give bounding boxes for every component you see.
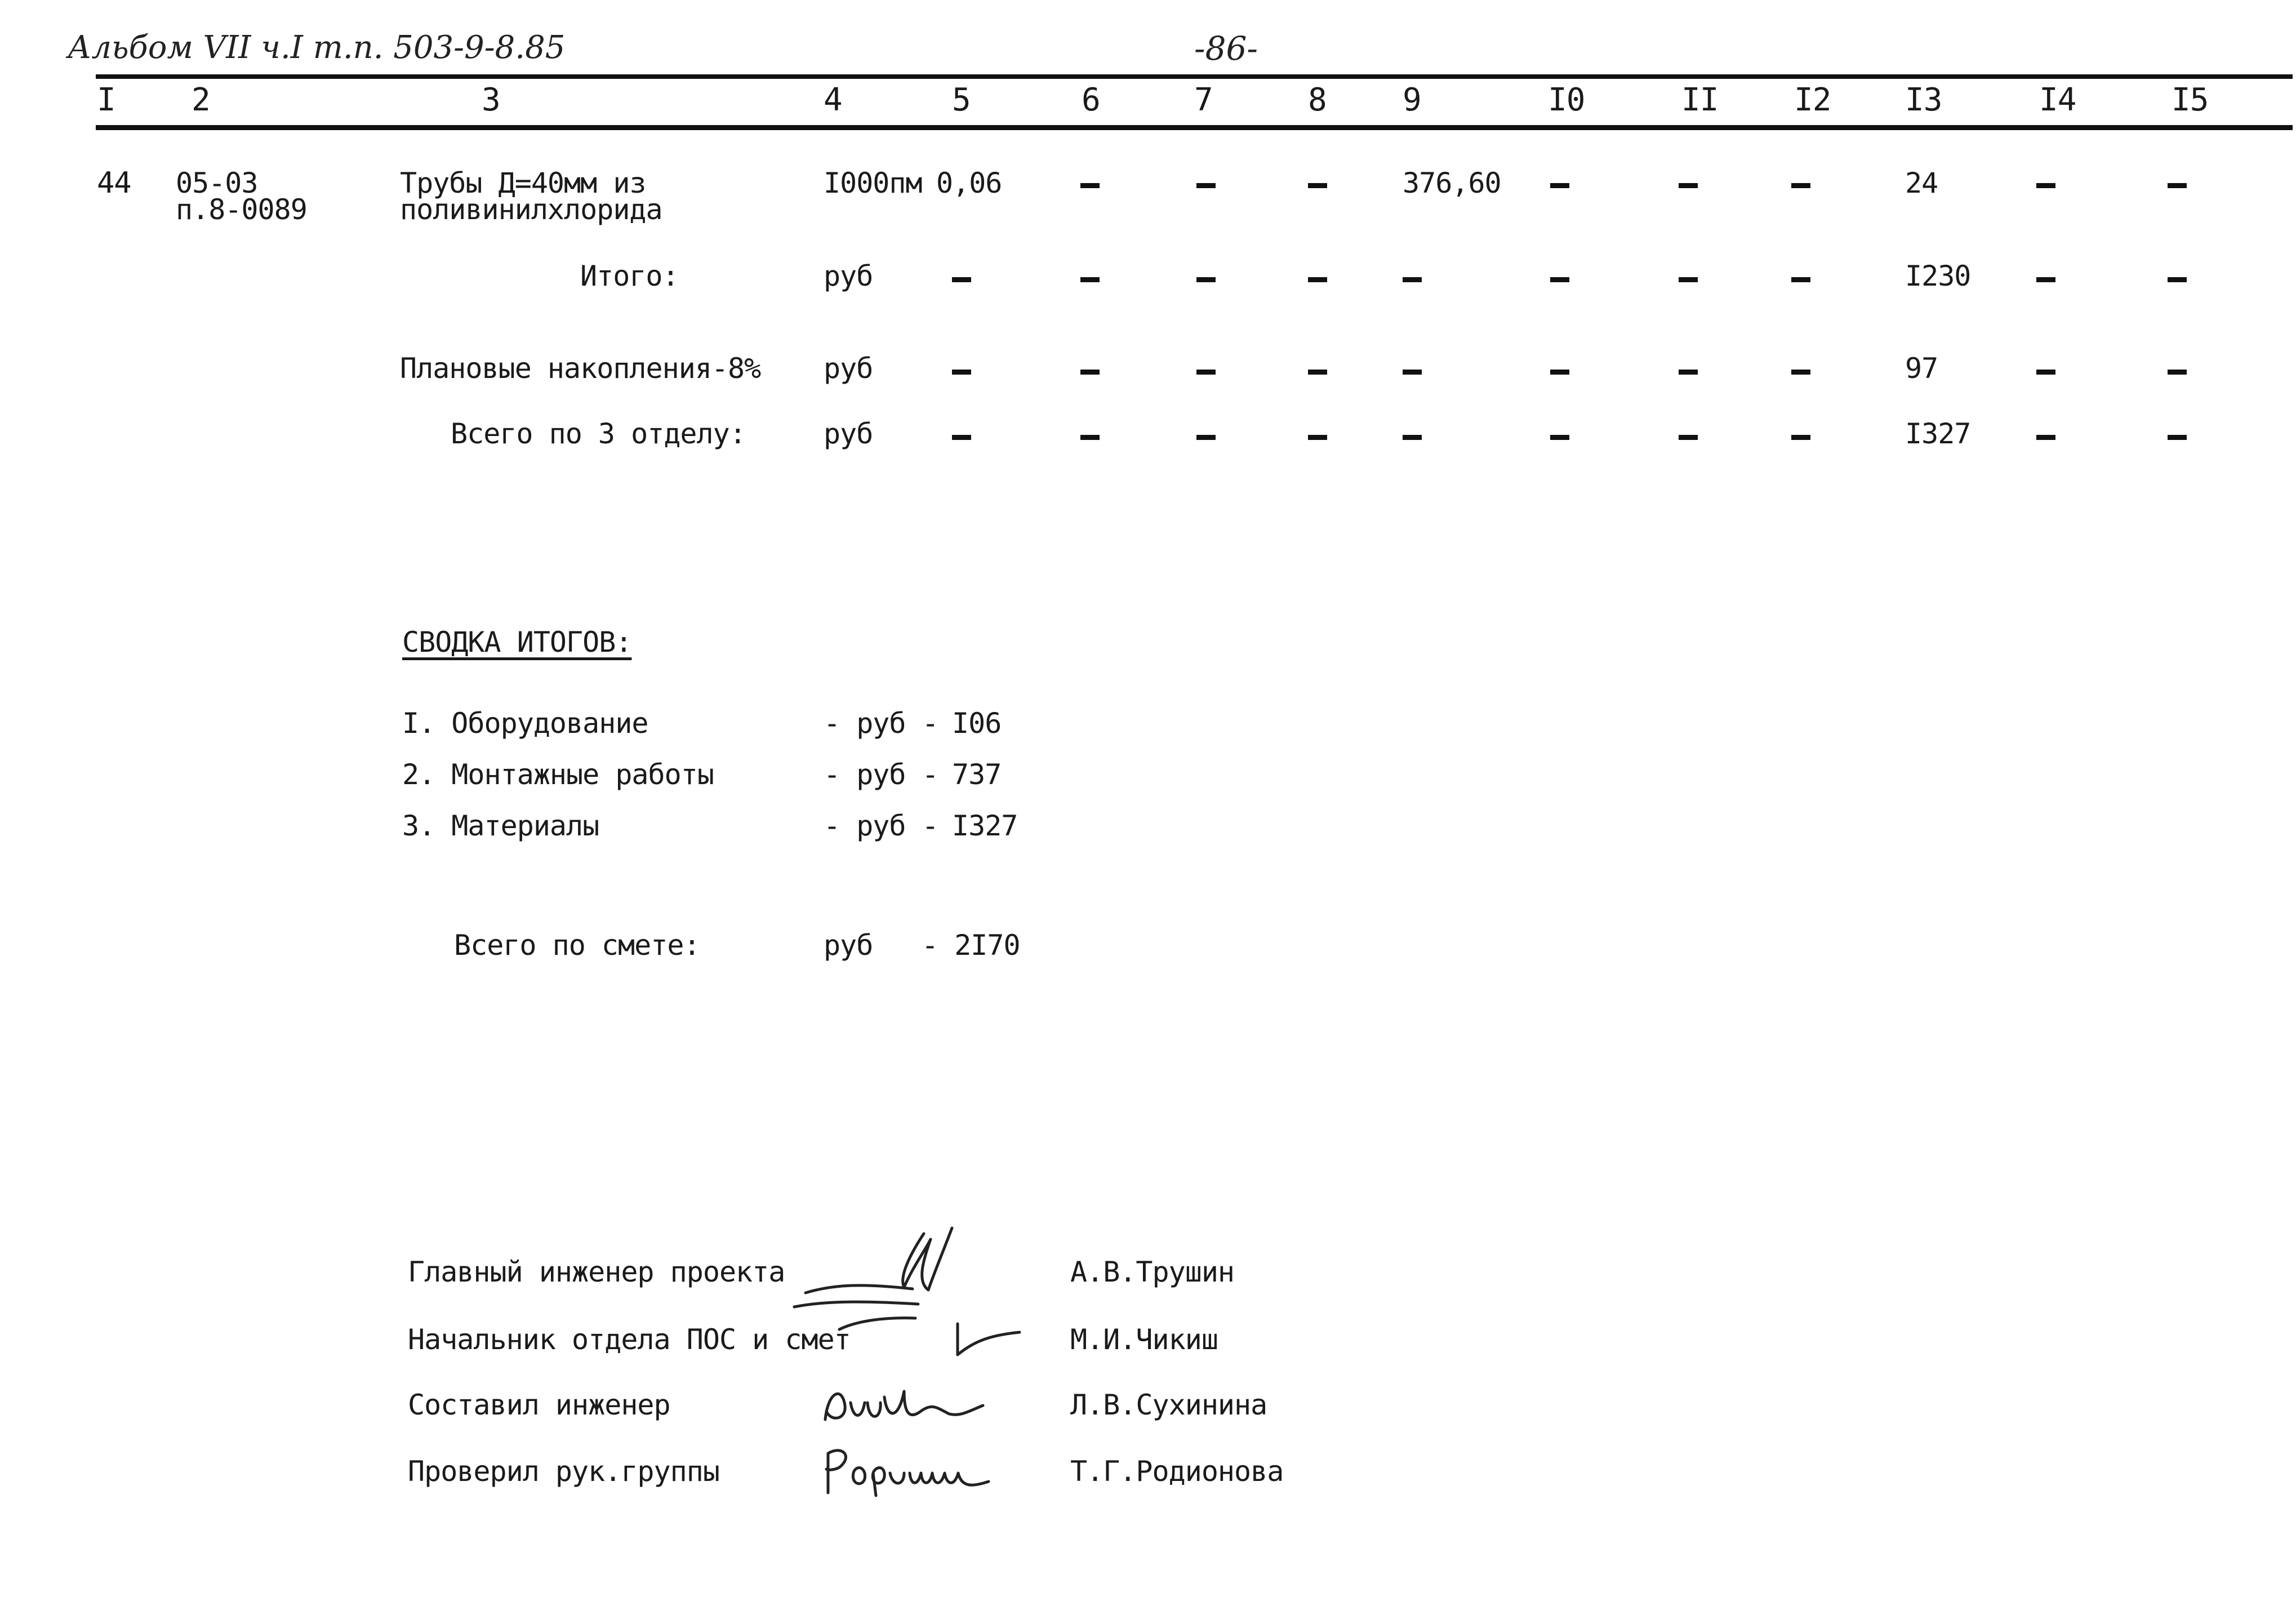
empty-dash [2036, 183, 2055, 188]
signatory-name: А.В.Трушин [1070, 1256, 1235, 1288]
price-code-item: п.8-0089 [176, 193, 307, 226]
header-top-rule [96, 74, 2293, 79]
empty-dash [1403, 435, 1422, 440]
signatory-role: Начальник отдела ПОС и смет [408, 1323, 851, 1356]
empty-dash [1679, 435, 1698, 440]
empty-dash [1196, 183, 1216, 188]
empty-dash [1308, 370, 1327, 375]
empty-dash [2036, 370, 2055, 375]
summary-item-value: 737 [952, 758, 1002, 791]
empty-dash [952, 370, 971, 375]
item-unit: I000пм [824, 167, 922, 199]
empty-dash [1080, 277, 1100, 282]
total-label: Итого: [580, 260, 679, 292]
handwritten-signature [820, 1442, 1000, 1498]
summary-item-value: I06 [952, 707, 1002, 740]
empty-dash [1080, 435, 1100, 440]
total-unit: руб [824, 352, 873, 385]
column-header: I2 [1794, 82, 1831, 118]
item-value-col9: 376,60 [1403, 167, 1501, 199]
summary-item-label: 2. Монтажные работы [402, 758, 714, 791]
item-quantity: 0,06 [936, 167, 1002, 199]
signatory-name: М.И.Чикиш [1070, 1323, 1218, 1356]
empty-dash [1791, 277, 1810, 282]
empty-dash [1679, 183, 1698, 188]
grand-total-label: Всего по смете: [454, 929, 700, 962]
summary-item-unit: - руб - [824, 707, 938, 740]
empty-dash [1550, 370, 1569, 375]
header-bottom-rule [96, 125, 2293, 130]
summary-item-label: 3. Материалы [402, 809, 599, 842]
empty-dash [1791, 435, 1810, 440]
item-name-cont: поливинилхлорида [400, 193, 662, 226]
column-header: 9 [1403, 82, 1421, 118]
column-header: I0 [1548, 82, 1585, 118]
total-value: 97 [1905, 352, 1938, 385]
empty-dash [1550, 435, 1569, 440]
empty-dash [952, 435, 971, 440]
item-name: Трубы Д=40мм из [400, 167, 646, 199]
empty-dash [1308, 183, 1327, 188]
empty-dash [1550, 277, 1569, 282]
column-header: 2 [192, 82, 210, 118]
empty-dash [2168, 370, 2187, 375]
empty-dash [1679, 277, 1698, 282]
total-unit: руб [824, 260, 873, 292]
column-header: 8 [1308, 82, 1327, 118]
total-label: Всего по 3 отделу: [451, 417, 746, 450]
signatory-name: Л.В.Сухинина [1070, 1389, 1267, 1421]
handwritten-signature [820, 1380, 989, 1431]
column-header: I3 [1905, 82, 1942, 118]
empty-dash [1196, 277, 1216, 282]
column-header: 5 [952, 82, 971, 118]
summary-item-unit: - руб - [824, 809, 938, 842]
signatory-role: Составил инженер [408, 1389, 670, 1421]
item-value-col13: 24 [1905, 167, 1938, 199]
summary-heading: СВОДКА ИТОГОВ: [402, 626, 632, 659]
total-label: Плановые накопления-8% [400, 352, 761, 385]
column-header: 7 [1194, 82, 1213, 118]
signatory-name: Т.Г.Родионова [1070, 1455, 1284, 1488]
signatory-role: Главный инженер проекта [408, 1256, 785, 1288]
empty-dash [1403, 277, 1422, 282]
empty-dash [1550, 183, 1569, 188]
summary-item-value: I327 [952, 809, 1018, 842]
empty-dash [1308, 277, 1327, 282]
column-header: II [1681, 82, 1719, 118]
signatory-role: Проверил рук.группы [408, 1455, 719, 1488]
column-header: 3 [482, 82, 500, 118]
column-header: I4 [2039, 82, 2076, 118]
empty-dash [1080, 183, 1100, 188]
empty-dash [1403, 370, 1422, 375]
empty-dash [952, 277, 971, 282]
price-code: 05-03 [176, 167, 258, 199]
page-number: -86- [1194, 29, 1258, 68]
empty-dash [2168, 435, 2187, 440]
empty-dash [2168, 183, 2187, 188]
grand-total-unit: руб [824, 929, 873, 962]
total-value: I230 [1905, 260, 1971, 292]
column-header: 4 [824, 82, 842, 118]
handwritten-signature [783, 1217, 1020, 1352]
summary-item-unit: - руб - [824, 758, 938, 791]
empty-dash [1791, 183, 1810, 188]
empty-dash [1791, 370, 1810, 375]
grand-total-value: - 2I70 [922, 929, 1020, 962]
album-reference: Альбом VII ч.I т.п. 503-9-8.85 [68, 29, 566, 66]
empty-dash [1308, 435, 1327, 440]
empty-dash [1679, 370, 1698, 375]
column-header: 6 [1082, 82, 1100, 118]
column-header: I [97, 82, 115, 118]
total-value: I327 [1905, 417, 1971, 450]
empty-dash [1196, 435, 1216, 440]
summary-item-label: I. Оборудование [402, 707, 648, 740]
empty-dash [2036, 435, 2055, 440]
empty-dash [2168, 277, 2187, 282]
empty-dash [1080, 370, 1100, 375]
row-number: 44 [97, 166, 131, 200]
total-unit: руб [824, 417, 873, 450]
empty-dash [2036, 277, 2055, 282]
empty-dash [1196, 370, 1216, 375]
column-header: I5 [2172, 82, 2209, 118]
